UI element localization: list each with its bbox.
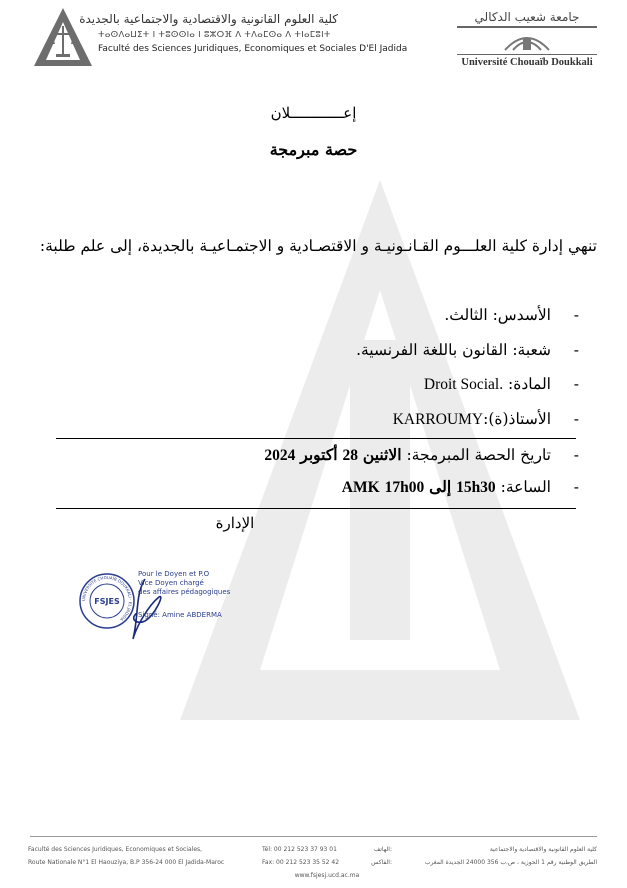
footer-tel-ar: الهاتف:	[373, 846, 392, 853]
footer-contact	[262, 843, 392, 882]
signature-line-2: Vice Doyen chargé	[138, 579, 204, 587]
footer-fax: Fax: 00 212 523 35 52 42	[262, 859, 340, 866]
footer-website-link[interactable]: www.fsjesj.ucd.ac.ma	[294, 872, 360, 879]
list-dash: -	[573, 446, 579, 464]
list-item-track	[51, 335, 579, 370]
footer-faculty-fr: Faculté des Sciences Juridiques, Economiques et Sociales,	[28, 846, 203, 853]
list-item-professor	[51, 404, 579, 439]
professor-label: الأستاذ(ة):	[483, 409, 551, 428]
announcement-subject: حصة مبرمجة	[269, 140, 358, 159]
list-dash: -	[573, 409, 579, 428]
footer-address-ar	[425, 843, 597, 869]
footer-divider	[30, 836, 597, 837]
faculty-name-tifinagh: ⵜⴰⵙⴷⴰⵡⵉⵜ ⵏ ⵜⵓⵙⵙⵏⴰ ⵏ ⵓⵣⵔⴼ ⴷ ⵜⴷⴰⵎⵙⴰ ⴷ ⵜⵏⴰⵎⵓⵏⵜ	[98, 30, 331, 40]
list-dash: -	[573, 478, 579, 496]
seal-text: FSJES	[94, 597, 120, 606]
schedule-time	[51, 472, 579, 504]
footer-fax-row	[262, 856, 392, 869]
footer-faculty-ar: كلية العلوم القانونية والاقتصادية والاجتماعية	[489, 846, 597, 853]
divider-top	[56, 438, 576, 439]
professor-value: KARROUMY	[392, 410, 484, 428]
footer-route-fr: Route Nationale N°1 El Haouziya, B.P 356-24 000 El Jadida-Maroc	[28, 859, 225, 866]
university-name-fr: Université Chouaïb Doukkali	[461, 57, 593, 68]
footer-fax-ar: الفاكس:	[371, 859, 392, 866]
signature-line-4: Signé: Amine ABDERMA	[138, 611, 222, 619]
signoff-administration: الإدارة	[215, 514, 255, 532]
details-list	[51, 300, 579, 438]
list-item-semester	[51, 300, 579, 335]
university-rule-bottom	[457, 54, 597, 56]
university-header	[457, 10, 597, 68]
footer-route-ar: الطريق الوطنية رقم 1 الحوزية ، ص.ب 356 24000 الجديدة المغرب	[424, 859, 597, 866]
date-number: 28	[342, 447, 358, 464]
room-code: AMK	[341, 479, 380, 496]
announcement-title: إعــــــــــــلان	[270, 104, 357, 122]
faculty-name-fr: Faculté des Sciences Juridiques, Economiques et Sociales D'El Jadida	[98, 44, 408, 54]
time-label: الساعة:	[500, 478, 551, 496]
date-day: الاثنين	[362, 445, 402, 464]
handwritten-signature	[115, 575, 175, 643]
time-to: 17h00	[384, 479, 425, 496]
schedule-list	[51, 440, 579, 504]
seal-ring-text: UNIVERSITÉ CHOUAÏB DOUKKALI · EL JADIDA	[80, 574, 134, 623]
faculty-name-ar: كلية العلوم القانونية والاقتصادية والاجتماعية بالجديدة	[79, 12, 338, 26]
signature-line-1: Pour le Doyen et P.O	[138, 570, 210, 578]
date-label: تاريخ الحصة المبرمجة:	[406, 446, 551, 464]
list-dash: -	[573, 340, 579, 359]
schedule-date	[51, 440, 579, 472]
footer-tel-row	[262, 843, 392, 856]
footer-tel: Tél: 00 212 523 37 93 01	[262, 846, 337, 853]
time-from: 15h30	[456, 479, 496, 496]
faculty-header	[79, 12, 408, 54]
university-name-ar: جامعة شعيب الدكالي	[474, 10, 580, 24]
footer-address-fr	[28, 843, 224, 869]
time-separator: إلى	[429, 477, 452, 496]
semester-label: الأسدس:	[492, 306, 551, 324]
signature-line-3: des affaires pédagogiques	[138, 588, 231, 596]
subject-value: Droit Social.	[423, 376, 504, 393]
university-emblem-icon	[501, 30, 553, 52]
track-value: القانون باللغة الفرنسية.	[356, 340, 508, 359]
list-dash: -	[573, 306, 579, 324]
date-month: أكتوبر	[300, 445, 338, 464]
list-item-subject	[51, 369, 579, 404]
date-year: 2024	[264, 447, 296, 464]
intro-paragraph: تنهي إدارة كلية العلـــوم القـانـونيـة و الاقتصـادية و الاجتمـاعيـة بالجديدة، إلى علم طلبة:	[39, 237, 597, 255]
divider-bottom	[56, 508, 576, 509]
subject-label: المادة:	[508, 375, 551, 393]
semester-value: الثالث.	[444, 306, 488, 324]
university-rule-top	[457, 26, 597, 28]
list-dash: -	[573, 375, 579, 393]
track-label: شعبة:	[512, 340, 551, 359]
